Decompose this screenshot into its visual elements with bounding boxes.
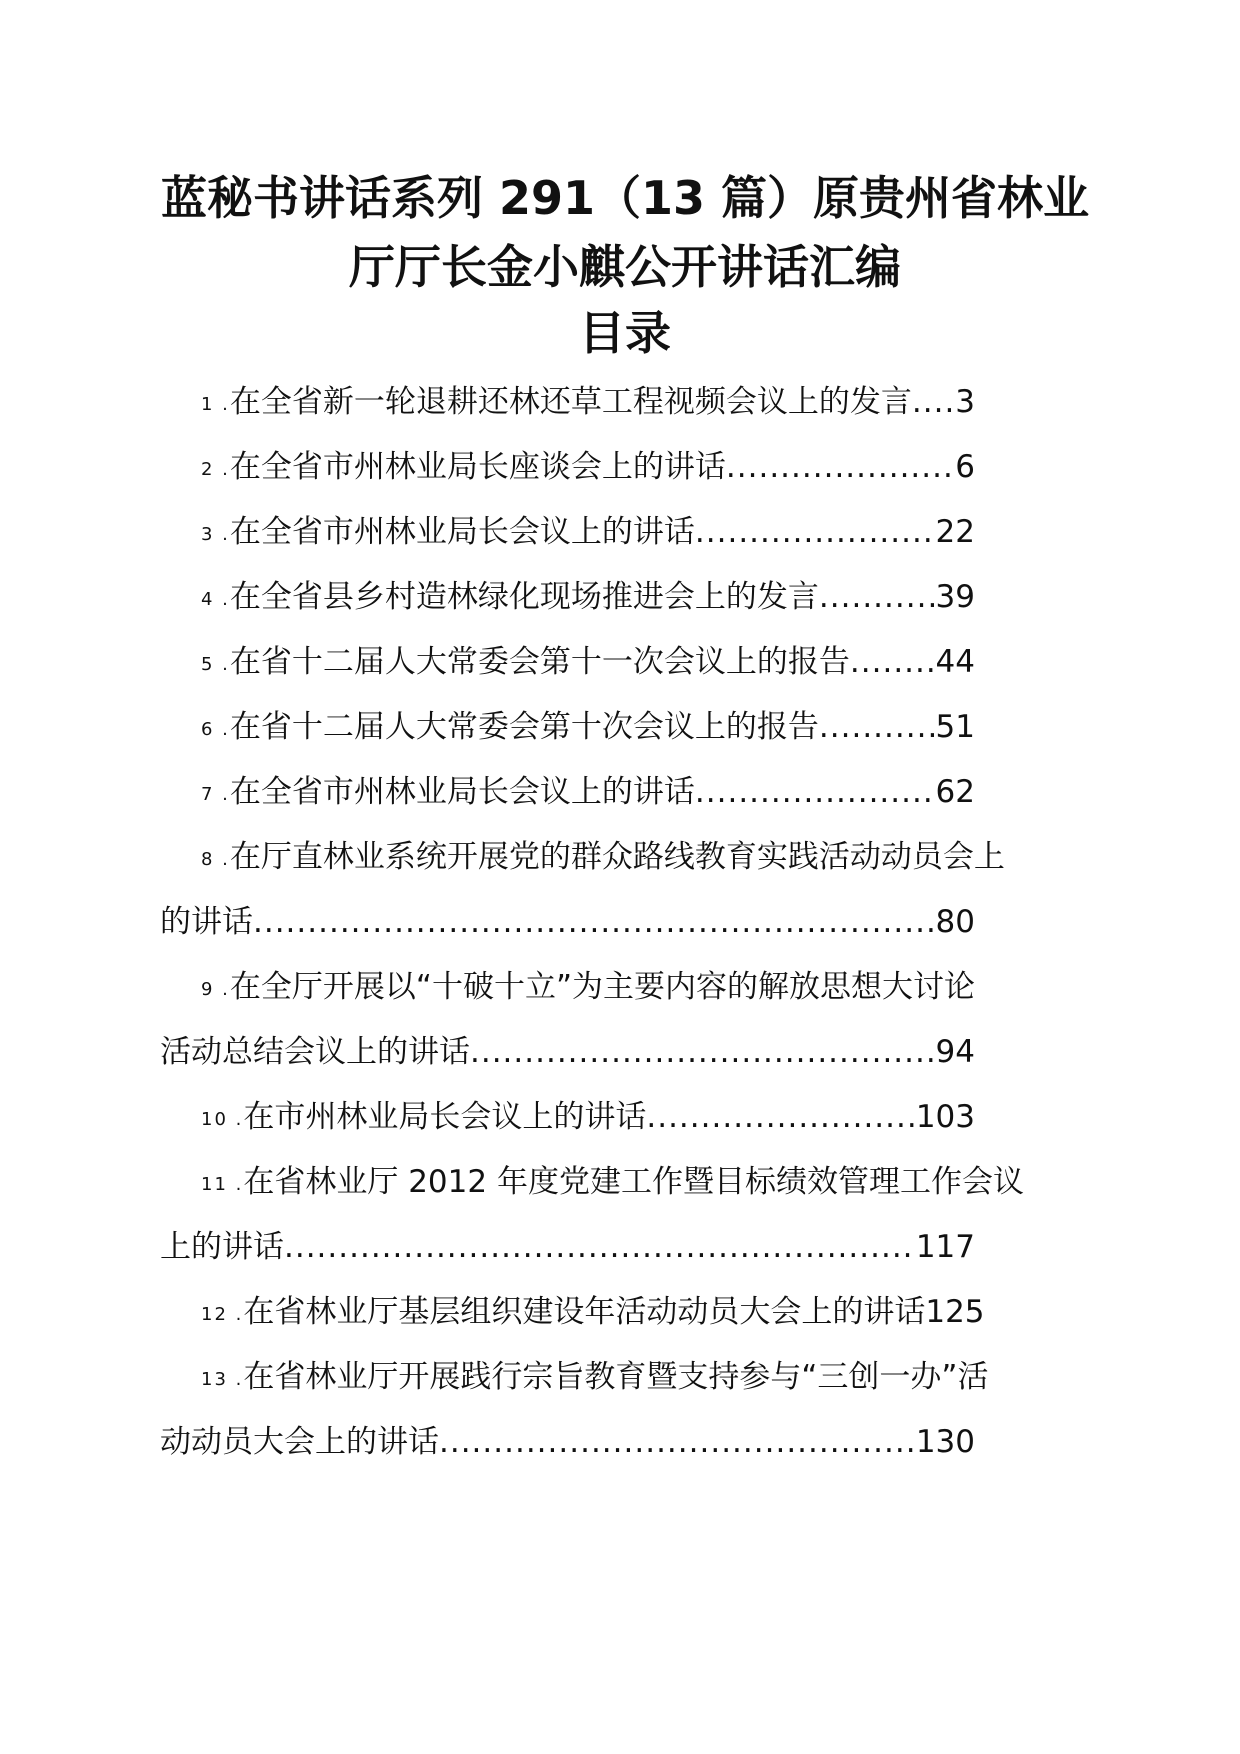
toc-entry[interactable] xyxy=(160,435,1090,500)
dot-leader xyxy=(850,630,936,695)
toc-entry-number: 11 . xyxy=(201,1174,244,1195)
toc-entry[interactable] xyxy=(160,825,1090,890)
dot-leader xyxy=(284,1215,916,1280)
toc-entry-number: 12 . xyxy=(201,1304,244,1325)
toc-heading: 目录 xyxy=(579,306,671,360)
dot-leader xyxy=(695,500,936,565)
toc-entry[interactable] xyxy=(160,1150,1090,1215)
toc-entry-page: 130 xyxy=(915,1424,975,1460)
toc-entry-page: 117 xyxy=(915,1229,975,1265)
toc-entry-number: 2 . xyxy=(201,459,230,480)
dot-leader xyxy=(470,1020,936,1085)
toc-entry-title-cont: 活动总结会议上的讲话 xyxy=(160,1034,470,1070)
dot-leader xyxy=(819,565,936,630)
toc-entry-number: 3 . xyxy=(201,524,230,545)
toc-entry-page: 3 xyxy=(955,384,975,420)
toc-entry[interactable] xyxy=(160,1085,1090,1150)
toc-entry-title: 在厅直林业系统开展党的群众路线教育实践活动动员会上 xyxy=(229,839,1005,875)
toc-entry[interactable] xyxy=(160,760,1090,825)
toc-entry-title: 在省林业厅基层组织建设年活动动员大会上的讲话 xyxy=(243,1294,926,1330)
dot-leader xyxy=(646,1085,915,1150)
toc-entry-title-cont: 上的讲话 xyxy=(160,1229,284,1265)
toc-entry[interactable] xyxy=(160,630,1090,695)
toc-entry[interactable] xyxy=(160,500,1090,565)
toc-entry-page: 94 xyxy=(935,1034,975,1070)
dot-leader xyxy=(912,370,955,435)
toc-entry-number: 5 . xyxy=(201,654,230,675)
toc-entry-page: 125 xyxy=(925,1294,985,1330)
toc-entry-page: 6 xyxy=(955,449,975,485)
toc-entry-number: 10 . xyxy=(201,1109,244,1130)
toc-entry-title: 在全省新一轮退耕还林还草工程视频会议上的发言 xyxy=(229,384,912,420)
toc-entry-continuation[interactable] xyxy=(160,1215,1090,1280)
toc-entry-page: 80 xyxy=(935,904,975,940)
toc-entry[interactable] xyxy=(160,1280,1090,1345)
toc-entry[interactable] xyxy=(160,370,1090,435)
toc-entry-number: 6 . xyxy=(201,719,230,740)
toc-entry-title: 在全省县乡村造林绿化现场推进会上的发言 xyxy=(229,579,819,615)
toc-entry-title: 在全省市州林业局长会议上的讲话 xyxy=(229,514,695,550)
table-of-contents xyxy=(160,370,1090,1475)
toc-entry-number: 7 . xyxy=(201,784,230,805)
document-title-line-1: 蓝秘书讲话系列 291（13 篇）原贵州省林业 xyxy=(160,171,1090,225)
toc-entry-title-cont: 动动员大会上的讲话 xyxy=(160,1424,439,1460)
toc-entry-title: 在省林业厅开展践行宗旨教育暨支持参与“三创一办”活 xyxy=(243,1359,989,1395)
toc-entry-number: 13 . xyxy=(201,1369,244,1390)
dot-leader xyxy=(695,760,936,825)
dot-leader xyxy=(726,435,955,500)
toc-entry-page: 39 xyxy=(935,579,975,615)
toc-entry-number: 4 . xyxy=(201,589,230,610)
toc-entry-title: 在全省市州林业局长会议上的讲话 xyxy=(229,774,695,810)
dot-leader xyxy=(819,695,936,760)
toc-entry-title: 在省林业厅 2012 年度党建工作暨目标绩效管理工作会议 xyxy=(243,1164,1024,1200)
toc-entry[interactable] xyxy=(160,955,1090,1020)
toc-entry-number: 9 . xyxy=(201,979,230,1000)
toc-entry-title: 在市州林业局长会议上的讲话 xyxy=(243,1099,647,1135)
toc-entry-title-cont: 的讲话 xyxy=(160,904,253,940)
toc-entry-page: 103 xyxy=(915,1099,975,1135)
toc-entry[interactable] xyxy=(160,1345,1090,1410)
toc-entry-number: 1 . xyxy=(201,394,230,415)
toc-entry-continuation[interactable] xyxy=(160,1020,1090,1085)
dot-leader xyxy=(253,890,936,955)
toc-entry-title: 在全省市州林业局长座谈会上的讲话 xyxy=(229,449,726,485)
toc-entry-number: 8 . xyxy=(201,849,230,870)
toc-entry-page: 22 xyxy=(935,514,975,550)
toc-entry-continuation[interactable] xyxy=(160,1410,1090,1475)
toc-entry-page: 51 xyxy=(935,709,975,745)
toc-entry-title: 在全厅开展以“十破十立”为主要内容的解放思想大讨论 xyxy=(229,969,976,1005)
toc-entry[interactable] xyxy=(160,565,1090,630)
dot-leader xyxy=(439,1410,916,1475)
toc-entry-title: 在省十二届人大常委会第十次会议上的报告 xyxy=(229,709,819,745)
toc-entry-page: 44 xyxy=(935,644,975,680)
document-title-line-2: 厅厅长金小麒公开讲话汇编 xyxy=(349,240,901,294)
toc-entry-continuation[interactable] xyxy=(160,890,1090,955)
toc-entry-page: 62 xyxy=(935,774,975,810)
toc-entry[interactable] xyxy=(160,695,1090,760)
toc-entry-title: 在省十二届人大常委会第十一次会议上的报告 xyxy=(229,644,850,680)
